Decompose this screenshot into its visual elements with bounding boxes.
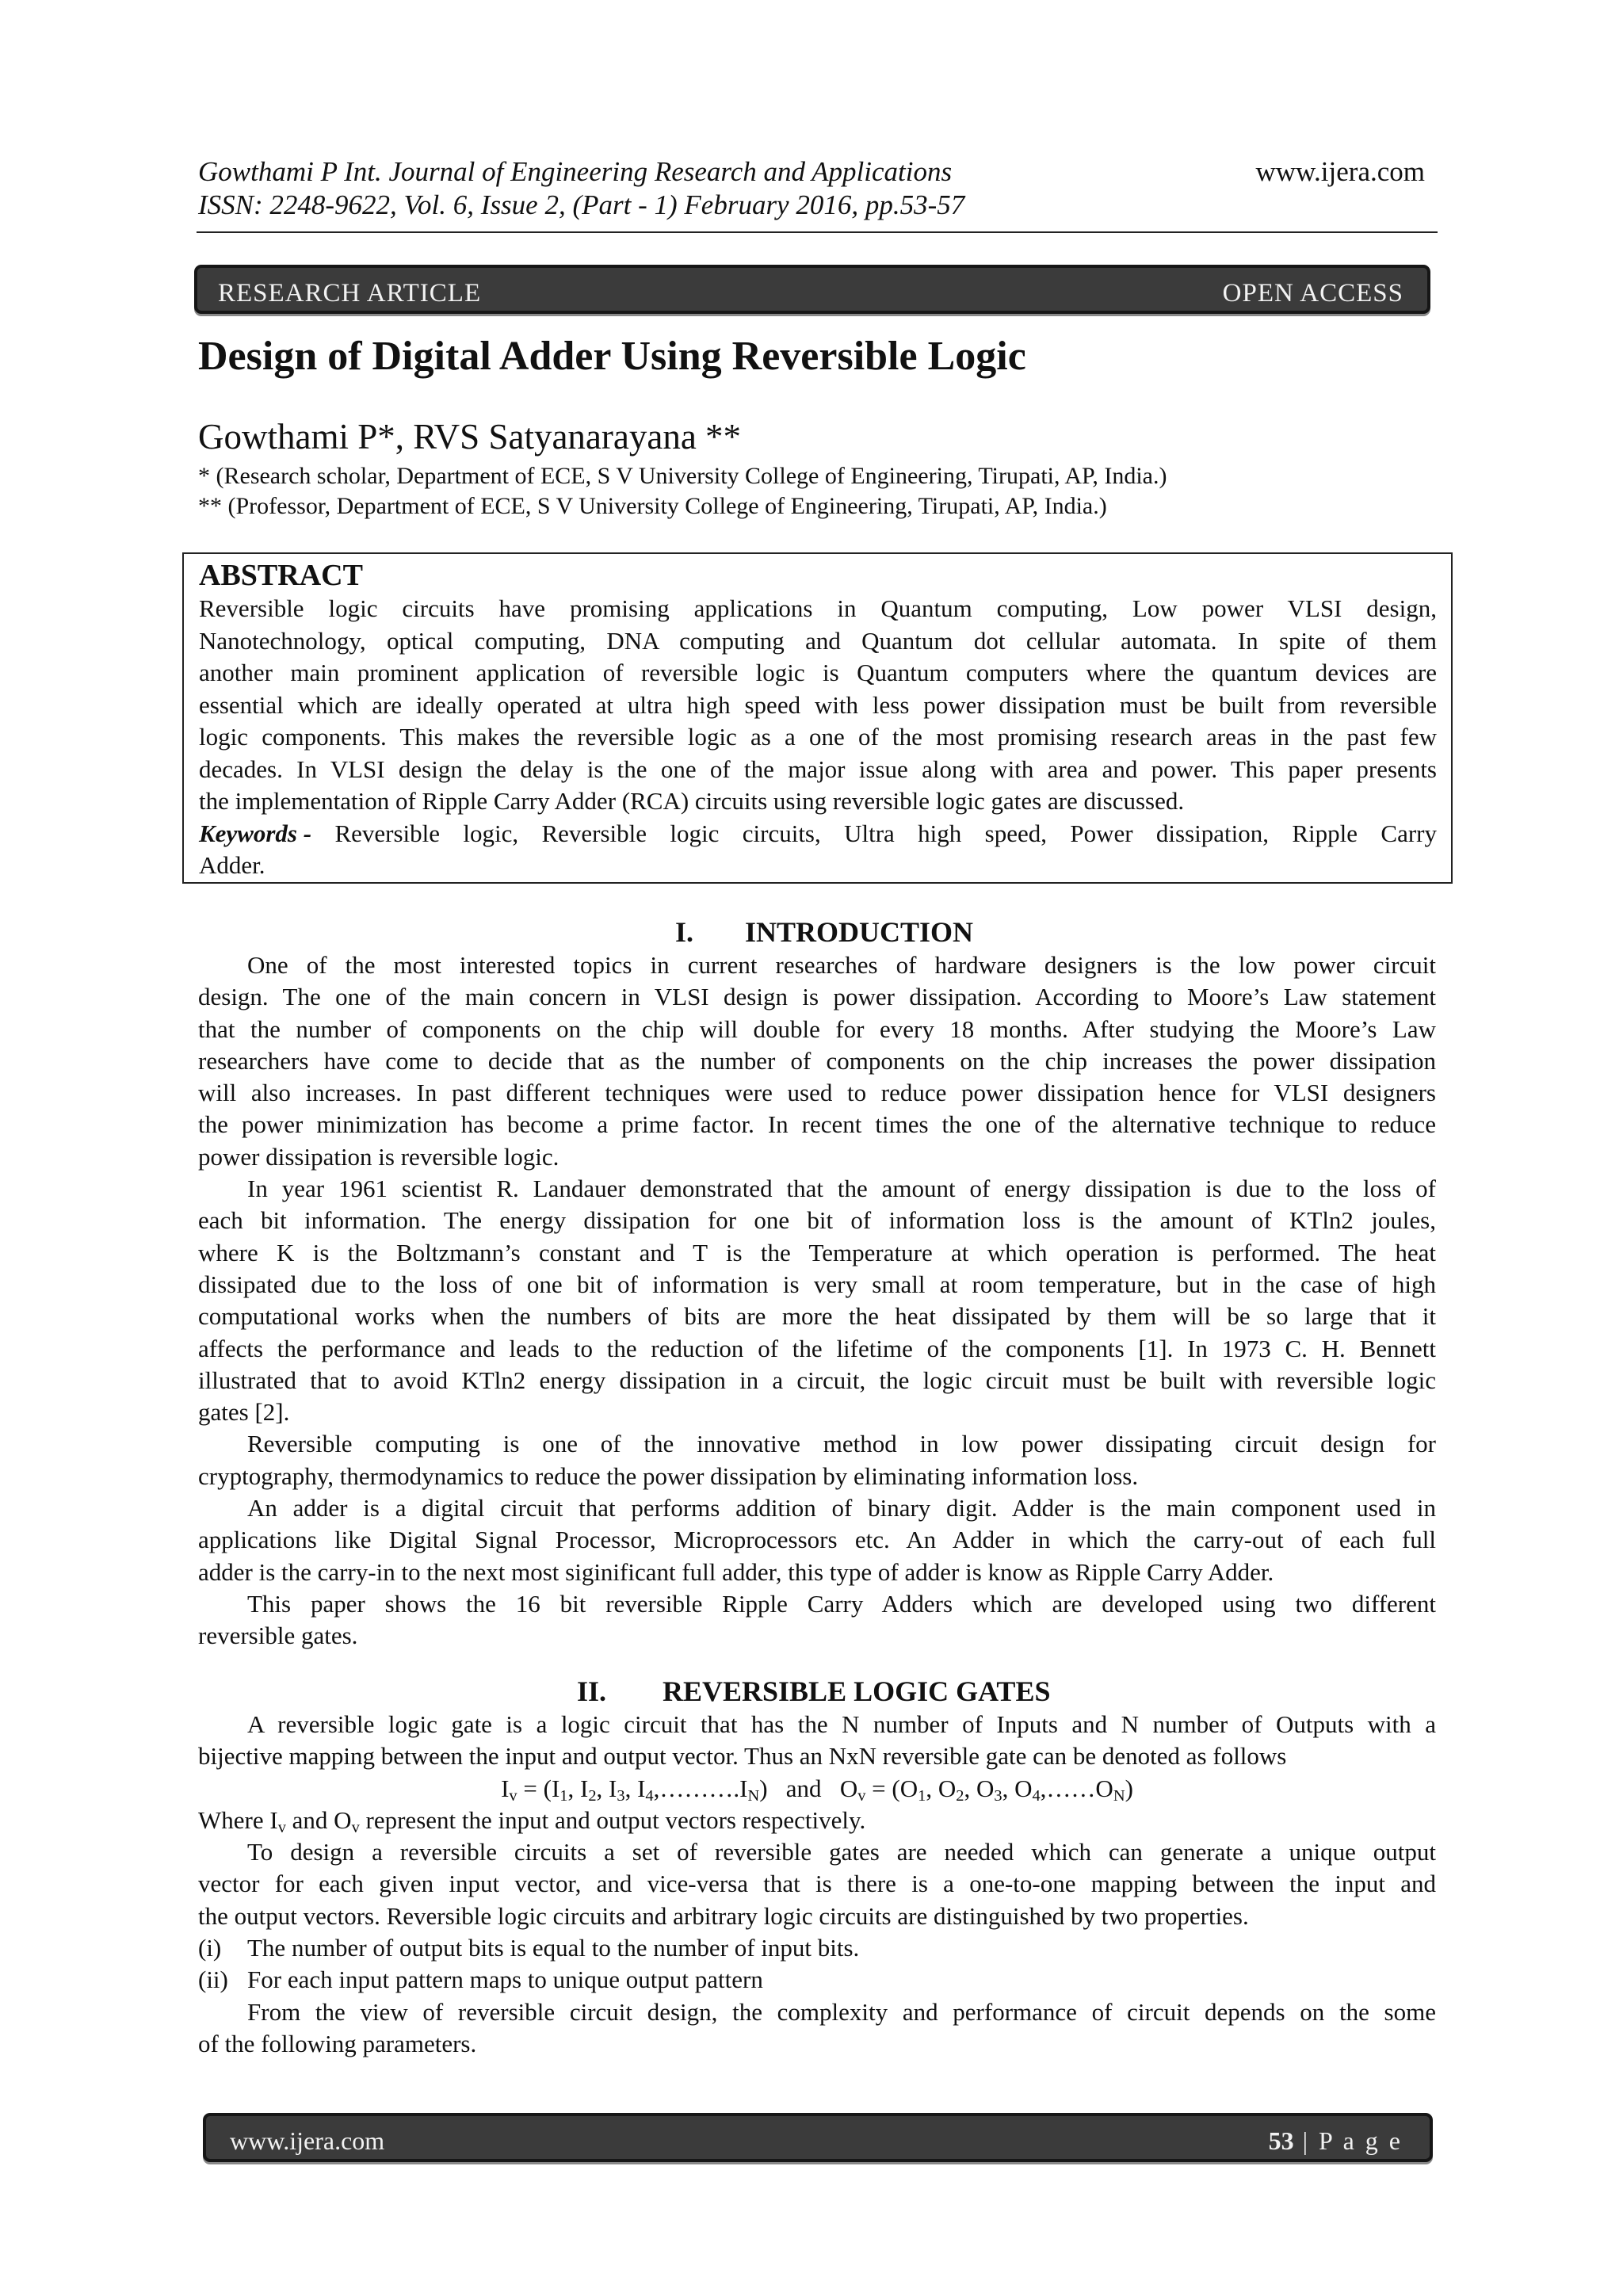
paragraph-line: each bit information. The energy dissipation for one bit of information loss is the amount of KTln2 joules,	[198, 1206, 1436, 1235]
section-2-body	[198, 1709, 1436, 2060]
vector-equation: $I_v = (I_1$, $I_2$, $I_3$, $I_4,\dots\dots\dots.I_N$) and $O_v = (O_1$, $O_2$, $O_3$, $O_4,\dots\dots O_N$)	[501, 1774, 1133, 1805]
keywords-label: Keywords -	[199, 819, 312, 847]
list-item	[198, 1964, 1436, 1996]
paragraph-line: where K is the Boltzmann’s constant and T is the Temperature at which operation is performed. The heat	[198, 1238, 1436, 1266]
paragraph-line: gates [2].	[198, 1398, 290, 1427]
paragraph-line: design. The one of the main concern in VLSI design is power dissipation. According to Moore’s Law statement	[198, 983, 1436, 1011]
paragraph-line: will also increases. In past different techniques were used to reduce power dissipation hence for VLSI designers	[198, 1079, 1436, 1107]
article-banner	[194, 265, 1430, 314]
paragraph-line: computational works when the numbers of bits are more the heat dissipated by them will be so large that it	[198, 1302, 1436, 1331]
page-footer	[203, 2113, 1433, 2162]
paragraph-line: applications like Digital Signal Processor, Microprocessors etc. An Adder in which the carry-out of each full	[198, 1526, 1436, 1554]
list-marker: (i)	[198, 1934, 222, 1962]
footer-url[interactable]: www.ijera.com	[230, 2126, 385, 2155]
paper-title: Design of Digital Adder Using Reversible Logic	[198, 334, 1026, 379]
section-2-title: REVERSIBLE LOGIC GATES	[663, 1675, 1051, 1707]
where-line: Where $I_v$ and $O_v$ represent the input and output vectors respectively.	[198, 1805, 866, 1836]
section-1-body	[198, 949, 1436, 1652]
paragraph-line: A reversible logic gate is a logic circuit that has the N number of Inputs and N number of Outputs with a	[247, 1710, 1436, 1738]
paragraph-line: the power minimization has become a prime factor. In recent times the one of the alternative technique to reduce	[198, 1110, 1436, 1139]
paragraph-line: illustrated that to avoid KTln2 energy dissipation in a circuit, the logic circuit must be built with reversible logic	[198, 1366, 1436, 1394]
paragraph-line: affects the performance and leads to the reduction of the lifetime of the components [1]. In 1973 C. H. Bennett	[198, 1334, 1436, 1362]
paragraph-line: An adder is a digital circuit that performs addition of binary digit. Adder is the main component used in	[247, 1494, 1436, 1522]
journal-header: Gowthami P Int. Journal of Engineering Research and Applications	[198, 156, 953, 187]
abstract-line: Reversible logic circuits have promising applications in Quantum computing, Low power VLSI design,	[199, 594, 1437, 622]
paragraph-line: that the number of components on the chip will double for every 18 months. After studying the Moore’s Law	[198, 1014, 1436, 1043]
list-item	[198, 1932, 1436, 1964]
authors: Gowthami P*, RVS Satyanarayana **	[198, 417, 742, 457]
page-number: 53 | P a g e	[1268, 2126, 1403, 2155]
list-text: For each input pattern maps to unique output pattern	[247, 1966, 763, 1994]
paragraph-line: This paper shows the 16 bit reversible Ripple Carry Adders which are developed using two different	[247, 1589, 1436, 1618]
paragraph-line: reversible gates.	[198, 1622, 358, 1650]
paragraph-line: In year 1961 scientist R. Landauer demonstrated that the amount of energy dissipation is due to the loss of	[247, 1175, 1436, 1203]
paragraph-line: bijective mapping between the input and output vector. Thus an NxN reversible gate can be denoted as follows	[198, 1742, 1287, 1771]
keywords-text: Reversible logic, Reversible logic circuits, Ultra high speed, Power dissipation, Ripple Carry	[311, 819, 1437, 847]
abstract-heading: ABSTRACT	[199, 559, 363, 592]
affiliation-1: * (Research scholar, Department of ECE, S V University College of Engineering, Tirupati, AP, India.)	[198, 463, 1167, 489]
paragraph-line: One of the most interested topics in current researches of hardware designers is the low power circuit	[247, 951, 1436, 979]
abstract-line: Nanotechnology, optical computing, DNA computing and Quantum dot cellular automata. In spite of them	[199, 626, 1437, 655]
open-access-label: OPEN ACCESS	[1222, 279, 1403, 308]
paragraph-line: of the following parameters.	[198, 2029, 477, 2057]
section-1-heading	[198, 915, 1436, 949]
paragraph-line: From the view of reversible circuit design, the complexity and performance of circuit depends on the some	[247, 1997, 1436, 2026]
issn-line: ISSN: 2248-9622, Vol. 6, Issue 2, (Part - 1) February 2016, pp.53-57	[198, 189, 965, 220]
list-marker: (ii)	[198, 1966, 228, 1994]
paragraph-line: dissipated due to the loss of one bit of information is very small at room temperature, but in the case of high	[198, 1270, 1436, 1298]
paragraph-line: To design a reversible circuits a set of reversible gates are needed which can generate a unique output	[247, 1838, 1436, 1866]
affiliation-2: ** (Professor, Department of ECE, S V University College of Engineering, Tirupati, AP, India.)	[198, 493, 1107, 519]
paragraph-line: adder is the carry-in to the next most siginificant full adder, this type of adder is know as Ripple Carry Adder.	[198, 1557, 1274, 1586]
paragraph-line: vector for each given input vector, and vice-versa that is there is a one-to-one mapping between the input and	[198, 1870, 1436, 1898]
header-divider	[197, 231, 1438, 233]
abstract-line: another main prominent application of reversible logic is Quantum computers where the quantum devices are	[199, 659, 1437, 686]
keywords-line	[199, 818, 1437, 850]
list-text: The number of output bits is equal to the number of input bits.	[247, 1934, 860, 1962]
paragraph-line: researchers have come to decide that as the number of components on the chip increases the power dissipation	[198, 1046, 1436, 1075]
abstract-box	[182, 552, 1453, 884]
abstract-line: decades. In VLSI design the delay is the one of the major issue along with area and power. This paper presents	[199, 755, 1437, 783]
section-1-number: I.	[675, 916, 694, 948]
paragraph-line: the output vectors. Reversible logic circuits and arbitrary logic circuits are distinguished by two properties.	[198, 1901, 1249, 1930]
section-1-title: INTRODUCTION	[745, 916, 974, 948]
keywords-line-2: Adder.	[199, 851, 265, 879]
abstract-line: essential which are ideally operated at ultra high speed with less power dissipation must be built from reversible	[199, 690, 1437, 719]
paragraph-line: Reversible computing is one of the innovative method in low power dissipating circuit design for	[247, 1430, 1436, 1458]
journal-url[interactable]: www.ijera.com	[1255, 156, 1425, 187]
abstract-line: logic components. This makes the reversible logic as a one of the most promising research areas in the past few	[199, 723, 1437, 751]
abstract-line: the implementation of Ripple Carry Adder (RCA) circuits using reversible logic gates are discussed.	[199, 787, 1185, 815]
research-article-label: RESEARCH ARTICLE	[218, 279, 482, 308]
paragraph-line: cryptography, thermodynamics to reduce the power dissipation by eliminating information loss.	[198, 1461, 1139, 1490]
section-2-number: II.	[577, 1675, 607, 1707]
paragraph-line: power dissipation is reversible logic.	[198, 1142, 559, 1171]
section-2-heading	[198, 1674, 1436, 1709]
